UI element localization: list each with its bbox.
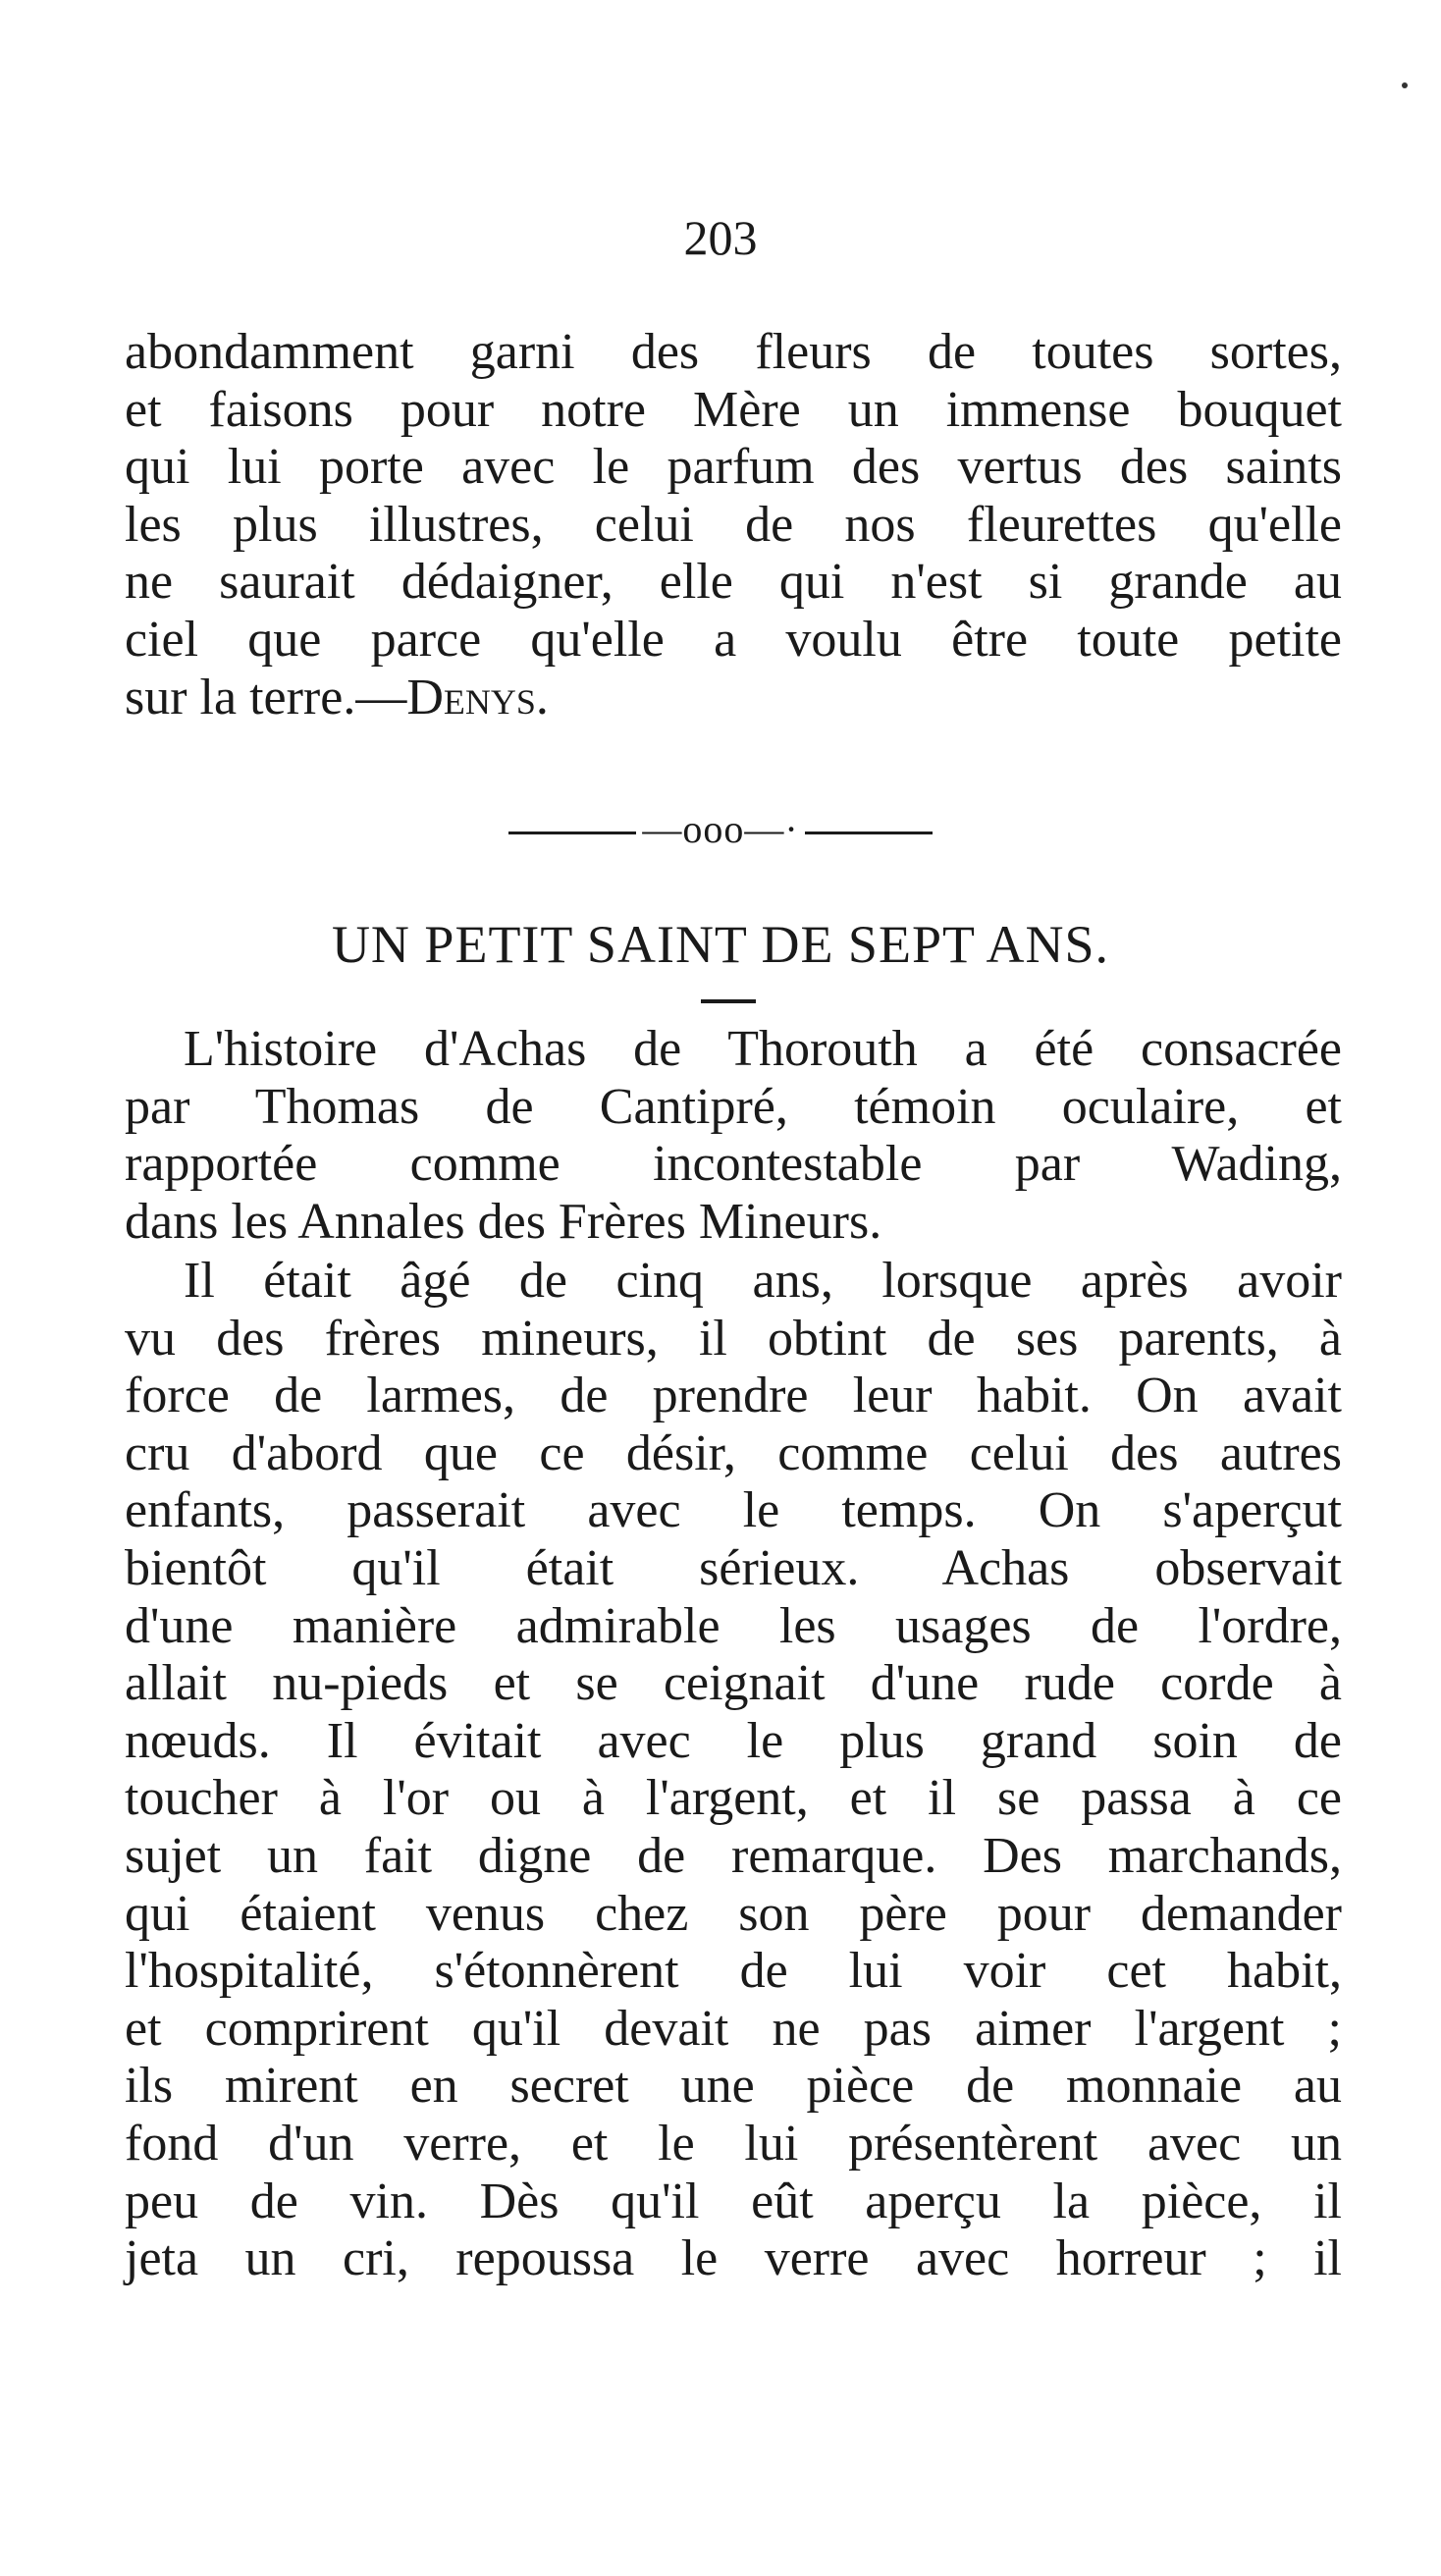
author-signature: Denys. [406, 669, 549, 725]
text-line: jeta un cri, repoussa le verre avec horreur ; il [125, 2230, 1342, 2287]
text-line: bientôt qu'il était sérieux. Achas observait [125, 1539, 1342, 1596]
text-line: par Thomas de Cantipré, témoin oculaire, et [125, 1078, 1342, 1135]
text-line: peu de vin. Dès qu'il eût aperçu la pièce, il [125, 2173, 1342, 2229]
section-title: UN PETIT SAINT DE SEPT ANS. [331, 915, 1110, 974]
text-line: dans les Annales des Frères Mineurs. [125, 1193, 882, 1250]
text-line: les plus illustres, celui de nos fleurettes qu'elle [125, 496, 1342, 553]
text-line-with-signature [125, 670, 1342, 727]
text-line: et comprirent qu'il devait ne pas aimer l'argent ; [125, 2000, 1342, 2057]
text-line: cru d'abord que ce désir, comme celui des autres [125, 1424, 1342, 1481]
text-line: l'hospitalité, s'étonnèrent de lui voir cet habit, [125, 1943, 1342, 2000]
text-line: L'histoire d'Achas de Thorouth a été consacrée [184, 1021, 1342, 1077]
text-line: nœuds. Il évitait avec le plus grand soin de [125, 1712, 1342, 1769]
paragraph-intro [125, 1021, 1342, 1251]
text-line: vu des frères mineurs, il obtint de ses parents, à [125, 1310, 1342, 1367]
text-line: qui étaient venus chez son père pour demander [125, 1885, 1342, 1942]
text-line: abondamment garni des fleurs de toutes sortes, [125, 324, 1342, 380]
text-line: allait nu-pieds et se ceignait d'une rude corde à [125, 1655, 1342, 1712]
text-line: enfants, passerait avec le temps. On s'aperçut [125, 1482, 1342, 1539]
text-line: et faisons pour notre Mère un immense bouquet [125, 381, 1342, 438]
text-line: qui lui porte avec le parfum des vertus des saints [125, 439, 1342, 496]
page-number: 203 [683, 210, 758, 265]
text-line: fond d'un verre, et le lui présentèrent avec un [125, 2115, 1342, 2172]
paragraph-story [125, 1253, 1342, 2288]
text-line: force de larmes, de prendre leur habit. On avait [125, 1368, 1342, 1424]
text-line: d'une manière admirable les usages de l'ordre, [125, 1597, 1342, 1654]
paragraph-closing-previous-article [125, 324, 1342, 726]
text-line-content: sur la terre.— [125, 669, 407, 725]
text-line: ciel que parce qu'elle a voulu être toute petite [125, 611, 1342, 668]
separator-ornament: —ooo—· [642, 807, 799, 851]
margin-speck [1402, 82, 1408, 88]
text-line: toucher à l'or ou à l'argent, et il se passa à ce [125, 1770, 1342, 1827]
separator-rule-right [805, 832, 933, 834]
text-line: sujet un fait digne de remarque. Des marchands, [125, 1827, 1342, 1884]
text-line: rapportée comme incontestable par Wading, [125, 1136, 1342, 1193]
text-line: ils mirent en secret une pièce de monnaie au [125, 2058, 1342, 2115]
text-line: Il était âgé de cinq ans, lorsque après avoir [184, 1253, 1342, 1309]
separator-rule-left [508, 832, 636, 834]
section-separator [0, 805, 1441, 854]
text-line: ne saurait dédaigner, elle qui n'est si grande au [125, 554, 1342, 611]
title-underline-rule [701, 999, 756, 1003]
